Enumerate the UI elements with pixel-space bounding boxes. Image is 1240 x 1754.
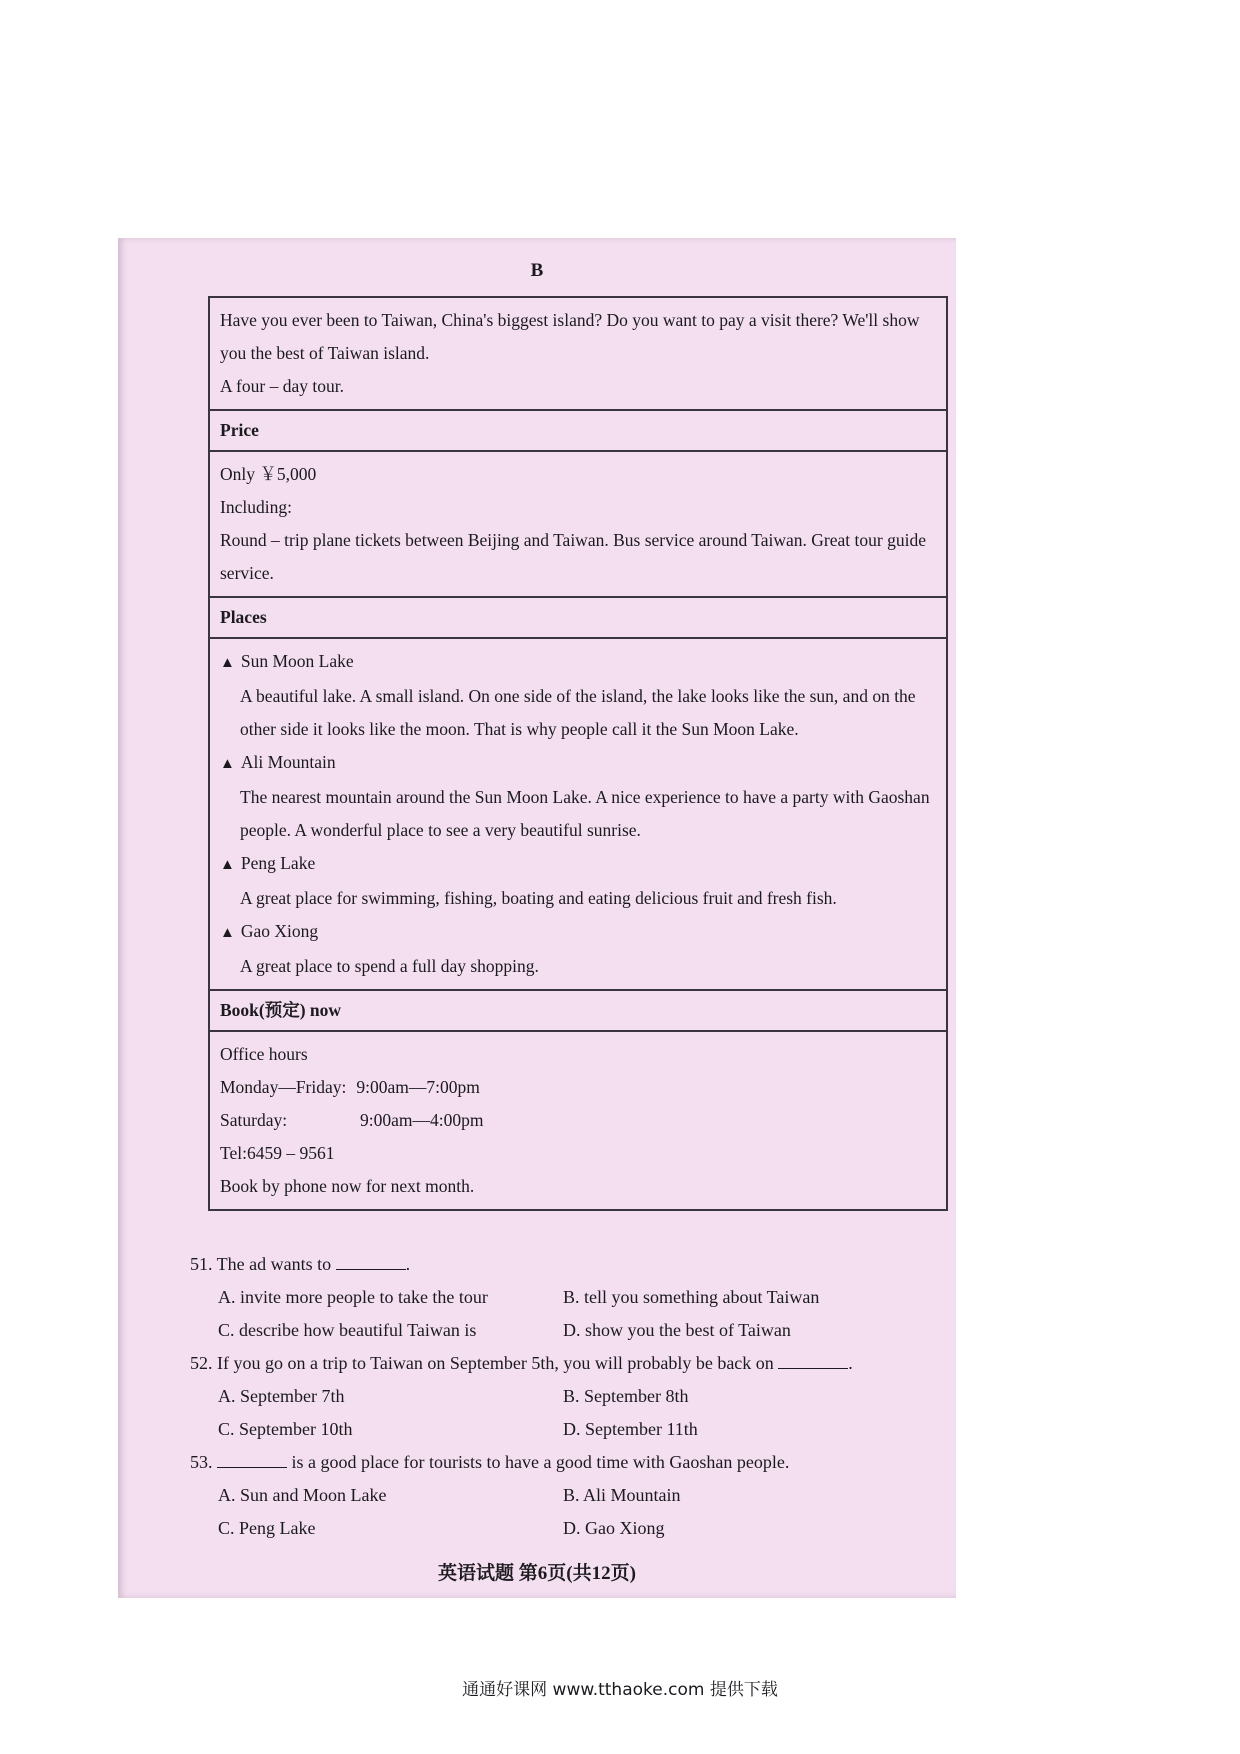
ad-intro-text: Have you ever been to Taiwan, China's biggest island? Do you want to pay a visit there? We'll show you the best of Taiwan island. [220,310,920,363]
including-label: Including: [220,497,292,517]
triangle-bullet-icon: ▲ [220,857,235,873]
answer-option: C. describe how beautiful Taiwan is [218,1320,477,1340]
office-hours-label: Office hours [220,1044,308,1064]
answer-option: B. September 8th [563,1386,689,1406]
answer-option: A. invite more people to take the tour [218,1287,488,1307]
answer-blank [217,1449,287,1468]
answer-option: A. Sun and Moon Lake [218,1485,387,1505]
places-section [210,639,946,991]
booking-note: Book by phone now for next month. [220,1176,475,1196]
price-value: Only ￥5,000 [220,464,317,484]
place-description: A great place to spend a full day shopping. [240,956,539,976]
saturday-hours: Saturday: 9:00am—4:00pm [220,1110,484,1130]
price-section [210,452,946,598]
exam-page [118,238,956,1598]
answer-option: C. September 10th [218,1419,353,1439]
telephone: Tel:6459 – 9561 [220,1143,335,1163]
ad-intro [210,298,946,411]
answer-blank [778,1350,848,1369]
answer-option: B. tell you something about Taiwan [563,1287,820,1307]
question-list [190,1248,930,1545]
answer-option: D. Gao Xiong [563,1518,665,1538]
place-name: ▲ Peng Lake [220,853,316,873]
place-name: ▲ Sun Moon Lake [220,651,354,671]
place-name: ▲ Ali Mountain [220,752,336,772]
triangle-bullet-icon: ▲ [220,925,235,941]
place-description: The nearest mountain around the Sun Moon Lake. A nice experience to have a party with Gaoshan people. A wonderful place to see a very beautiful sunrise. [240,787,930,840]
answer-blank [336,1251,406,1270]
places-heading: Places [210,598,946,639]
triangle-bullet-icon: ▲ [220,655,235,671]
question-stem: 52. If you go on a trip to Taiwan on September 5th, you will probably be back on . [190,1347,930,1380]
ad-table [208,296,948,1211]
price-heading: Price [210,411,946,452]
question [190,1446,930,1545]
answer-option: B. Ali Mountain [563,1485,681,1505]
including-text: Round – trip plane tickets between Beijing and Taiwan. Bus service around Taiwan. Great tour guide service. [220,530,926,583]
triangle-bullet-icon: ▲ [220,756,235,772]
book-heading: Book(预定) now [210,991,946,1032]
section-letter: B [530,260,544,281]
place-description: A beautiful lake. A small island. On one side of the island, the lake looks like the sun, and on the other side it looks like the moon. That is why people call it the Sun Moon Lake. [240,686,916,739]
answer-option: D. September 11th [563,1419,698,1439]
answer-option: A. September 7th [218,1386,345,1406]
question-stem: 53. is a good place for tourists to have a good time with Gaoshan people. [190,1446,930,1479]
question-stem: 51. The ad wants to . [190,1248,930,1281]
booking-section [210,1032,946,1209]
site-footer: 通通好课网 www.tthaoke.com 提供下载 [462,1680,778,1700]
weekday-hours: Monday—Friday: 9:00am—7:00pm [220,1077,480,1097]
answer-option: D. show you the best of Taiwan [563,1320,791,1340]
question [190,1347,930,1446]
page-footer: 英语试题 第6页(共12页) [438,1563,636,1584]
place-name: ▲ Gao Xiong [220,921,319,941]
place-description: A great place for swimming, fishing, boating and eating delicious fruit and fresh fish. [240,888,837,908]
question [190,1248,930,1347]
answer-option: C. Peng Lake [218,1518,316,1538]
ad-tour-length: A four – day tour. [220,376,344,396]
